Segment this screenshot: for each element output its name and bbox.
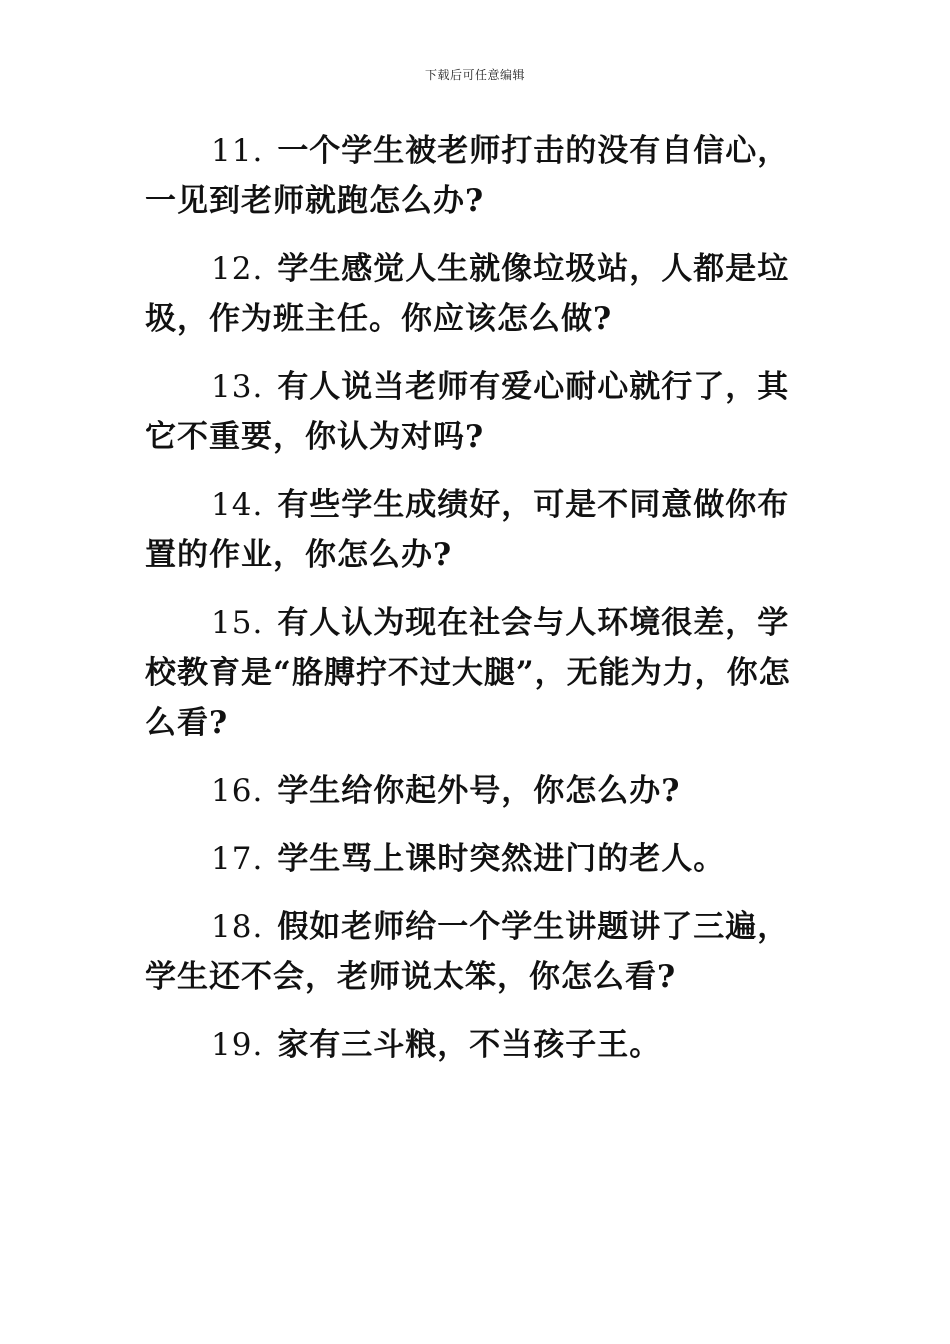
question-number: 14. [211,487,264,523]
question-17 [145,834,815,884]
question-number: 12. [211,251,264,287]
question-text: 学生感觉人生就像垃圾站，人都是垃圾，作为班主任。你应该怎么做? [145,251,790,337]
question-number: 16. [211,773,264,809]
question-19 [145,1020,815,1070]
question-text: 家有三斗粮，不当孩子王。 [277,1027,662,1063]
question-text: 有人认为现在社会与人环境很差，学校教育是“胳膊拧不过大腿”，无能为力，你怎么看? [145,605,791,741]
question-text: 一个学生被老师打击的没有自信心，一见到老师就跑怎么办? [145,133,790,219]
question-15 [145,598,815,748]
question-number: 19. [211,1027,264,1063]
question-text: 有些学生成绩好，可是不同意做你布置的作业，你怎么办? [145,487,790,573]
question-13 [145,362,815,462]
question-number: 13. [211,369,264,405]
question-number: 15. [211,605,264,641]
question-18 [145,902,815,1002]
question-text: 学生给你起外号，你怎么办? [277,773,681,809]
question-text: 假如老师给一个学生讲题讲了三遍，学生还不会，老师说太笨，你怎么看? [145,909,790,995]
question-text: 有人说当老师有爱心耐心就行了，其它不重要，你认为对吗? [145,369,790,455]
question-11 [145,126,815,226]
question-text: 学生骂上课时突然进门的老人。 [277,841,726,877]
page-header: 下载后可任意编辑 [424,68,525,82]
question-14 [145,480,815,580]
question-number: 11. [211,133,264,169]
question-number: 18. [211,909,264,945]
question-16 [145,766,815,816]
question-12 [145,244,815,344]
question-number: 17. [211,841,264,877]
document-body [145,126,815,1088]
